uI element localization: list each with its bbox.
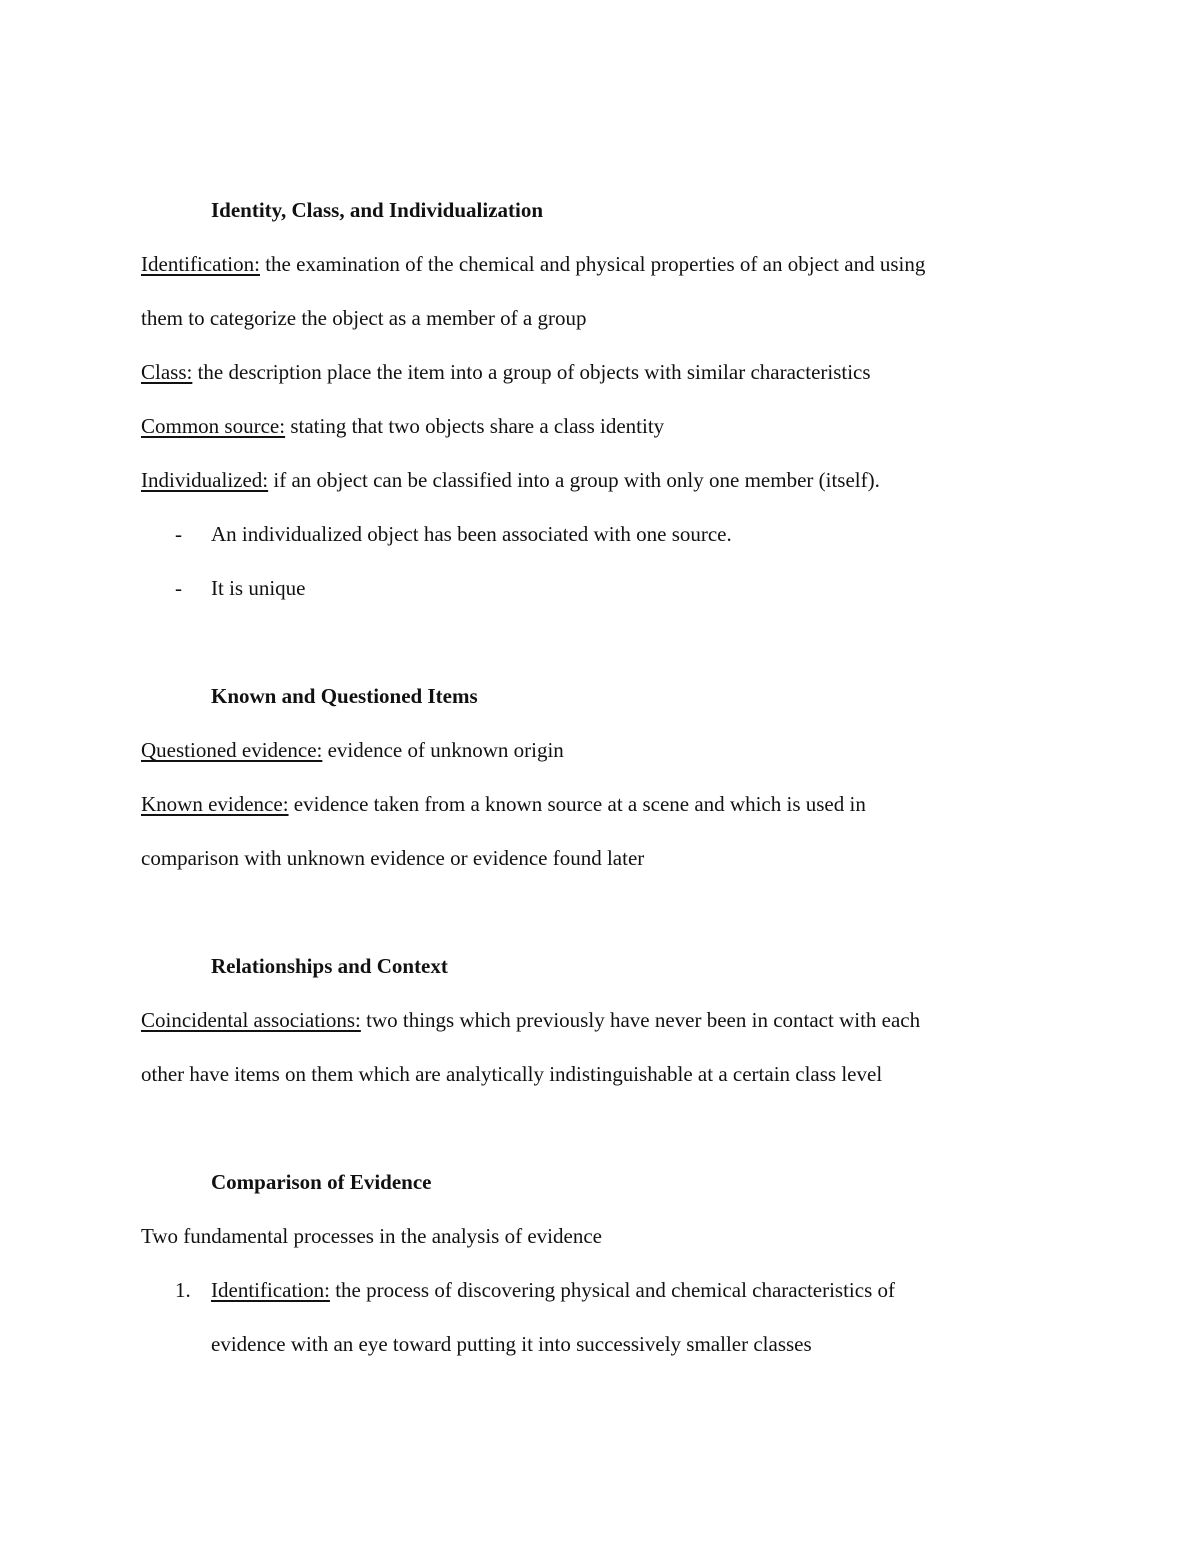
bullet-text: An individualized object has been associated with one source.: [211, 522, 732, 546]
blank-line: [141, 885, 1061, 939]
definition-continuation: comparison with unknown evidence or evidence found later: [141, 846, 645, 870]
section-heading: Known and Questioned Items: [211, 684, 478, 708]
definition-text: two things which previously have never been in contact with each: [360, 1008, 921, 1032]
definition-text: if an object can be classified into a group with only one member (itself).: [268, 468, 880, 492]
definition-identification: [141, 237, 1061, 291]
definition-term: Class:: [141, 360, 193, 384]
definition-text: the description place the item into a group of objects with similar characteristics: [192, 360, 871, 384]
bullet-item: [141, 507, 1061, 561]
blank-line: [141, 1101, 1061, 1155]
definition-term: Coincidental associations:: [141, 1008, 361, 1032]
definition-term: Individualized:: [141, 468, 269, 492]
definition-text: evidence of unknown origin: [322, 738, 564, 762]
definition-individualized: [141, 453, 1061, 507]
definition-continuation: them to categorize the object as a member of a group: [141, 306, 587, 330]
definition-text: the process of discovering physical and chemical characteristics of: [329, 1278, 895, 1302]
document-body: [141, 183, 1061, 1371]
bullet-item: [141, 561, 1061, 615]
definition-common-source: [141, 399, 1061, 453]
definition-coincidental-associations: [141, 993, 1061, 1047]
bullet-text: It is unique: [211, 576, 306, 600]
definition-text: evidence taken from a known source at a scene and which is used in: [288, 792, 866, 816]
bullet-marker: -: [175, 576, 182, 600]
definition-term: Identification:: [211, 1278, 330, 1302]
definition-continuation: other have items on them which are analytically indistinguishable at a certain class level: [141, 1062, 883, 1086]
section-heading: Identity, Class, and Individualization: [211, 198, 544, 222]
definition-term: Known evidence:: [141, 792, 289, 816]
definition-term: Questioned evidence:: [141, 738, 323, 762]
numbered-item-continuation: evidence with an eye toward putting it into successively smaller classes: [211, 1332, 812, 1356]
number-marker: 1.: [175, 1278, 191, 1302]
definition-term: Common source:: [141, 414, 286, 438]
definition-known-evidence: [141, 777, 1061, 831]
intro-text: Two fundamental processes in the analysis of evidence: [141, 1224, 602, 1248]
definition-questioned-evidence: [141, 723, 1061, 777]
definition-term: Identification:: [141, 252, 260, 276]
blank-line: [141, 615, 1061, 669]
section-heading: Relationships and Context: [211, 954, 448, 978]
bullet-marker: -: [175, 522, 182, 546]
numbered-item: [141, 1263, 1061, 1317]
section-heading: Comparison of Evidence: [211, 1170, 432, 1194]
definition-text: stating that two objects share a class identity: [285, 414, 665, 438]
definition-class: [141, 345, 1061, 399]
definition-text: the examination of the chemical and physical properties of an object and using: [259, 252, 926, 276]
